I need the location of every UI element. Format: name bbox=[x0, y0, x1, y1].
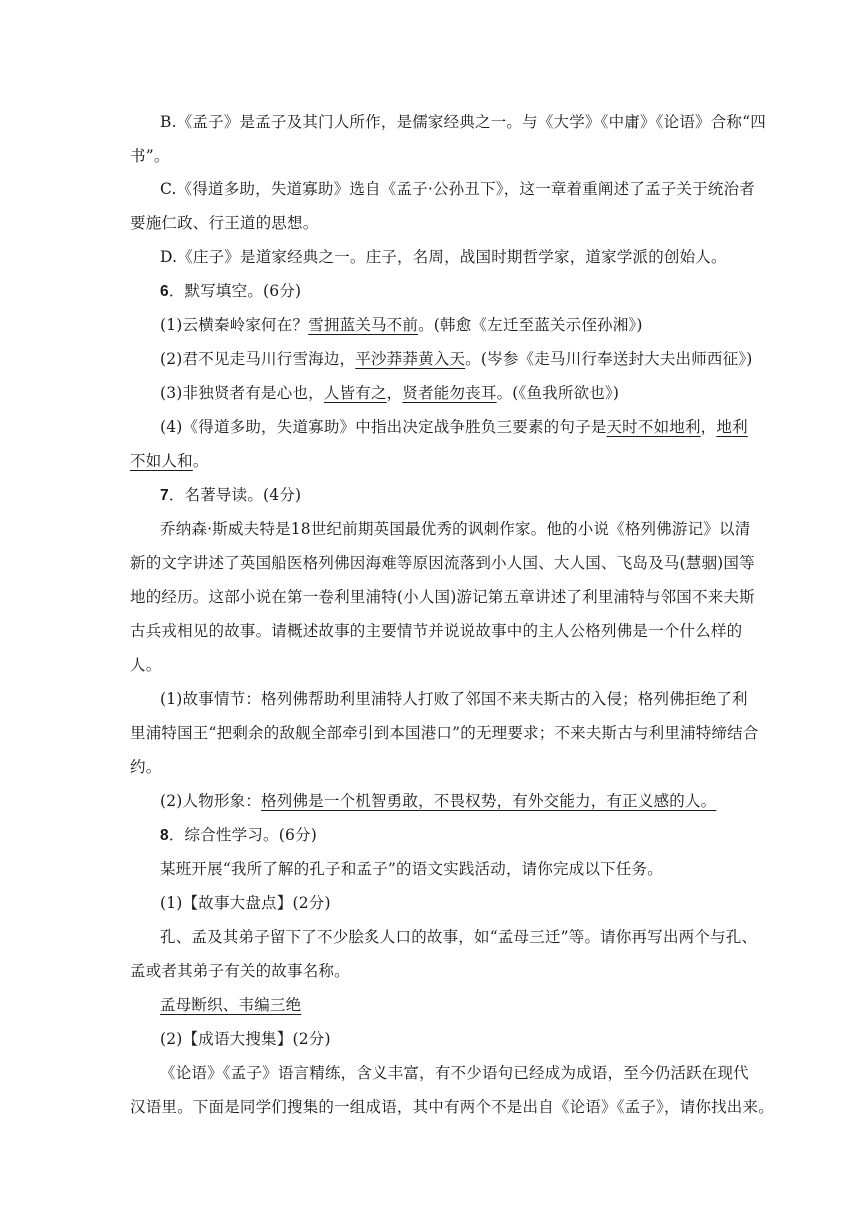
text-segment: 孟或者其弟子有关的故事名称。 bbox=[130, 962, 350, 980]
text-segment: 《论语》《孟子》语言精练，含义丰富，有不少语句已经成为成语，至今仍活跃在现代 bbox=[160, 1064, 749, 1082]
text-line-q7-character-answer bbox=[160, 791, 730, 811]
text-line-q8-intro bbox=[160, 859, 730, 879]
answer-text: 贤者能勿丧耳 bbox=[402, 384, 497, 402]
answer-text: 雪拥蓝关马不前 bbox=[308, 316, 419, 334]
text-line-q6-item-3 bbox=[160, 383, 730, 403]
text-segment: 里浦特国王“把剩余的敌舰全部牵引到本国港口”的无理要求；不来夫斯古与利里浦特缔结合 bbox=[130, 724, 759, 742]
text-segment: (1)云横秦岭家何在？ bbox=[160, 316, 309, 334]
text-segment: D.《庄子》是道家经典之一。庄子，名周，战国时期哲学家，道家学派的创始人。 bbox=[160, 248, 727, 266]
text-segment: 。(韩愈《左迁至蓝关示侄孙湘》) bbox=[418, 316, 643, 334]
text-segment: 古兵戎相见的故事。请概述故事的主要情节并说说故事中的主人公格列佛是一个什么样的 bbox=[130, 622, 743, 640]
text-line-question-7-heading bbox=[160, 485, 730, 506]
text-segment: C.《得道多助，失道寡助》选自《孟子·公孙丑下》，这一章着重阐述了孟子关于统治者 bbox=[160, 180, 755, 198]
answer-text: 天时不如地利 bbox=[606, 418, 701, 436]
text-line-option-b-cont bbox=[130, 146, 730, 166]
text-line-q8-task-1-heading bbox=[160, 893, 730, 913]
text-line-q6-item-2 bbox=[160, 349, 753, 369]
text-segment: (2)君不见走马川行雪海边， bbox=[160, 350, 356, 368]
text-line-q7-paragraph bbox=[130, 655, 730, 675]
text-segment: B.《孟子》是孟子及其门人所作，是儒家经典之一。与《大学》《中庸》《论语》合称“四 bbox=[160, 113, 766, 131]
text-line-option-c-cont bbox=[130, 213, 730, 233]
text-segment: 书”。 bbox=[130, 147, 170, 165]
question-number: 8 bbox=[160, 827, 169, 844]
text-segment: 某班开展“我所了解的孔子和孟子”的语文实践活动，请你完成以下任务。 bbox=[160, 860, 663, 878]
text-segment: 孔、孟及其弟子留下了不少脍炙人口的故事，如“孟母三迁”等。请你再写出两个与孔、 bbox=[160, 928, 758, 946]
answer-text: 不如人和 bbox=[130, 452, 193, 470]
text-line-question-6-heading bbox=[160, 281, 730, 302]
text-line-q7-plot-answer bbox=[160, 689, 748, 709]
text-line-option-b bbox=[160, 112, 766, 132]
text-segment: (4)《得道多助，失道寡助》中指出决定战争胜负三要素的句子是 bbox=[160, 418, 607, 436]
text-line-q6-item-4 bbox=[160, 417, 748, 437]
text-line-q7-paragraph bbox=[130, 621, 743, 641]
text-line-q6-item-4-cont bbox=[130, 451, 730, 471]
text-line-q7-paragraph bbox=[130, 553, 755, 573]
answer-text: 人皆有之 bbox=[323, 384, 387, 402]
answer-text: 平沙莽莽黄入天 bbox=[355, 350, 466, 368]
text-line-q6-item-1 bbox=[160, 315, 730, 335]
question-number: 7 bbox=[160, 487, 169, 504]
text-line-q8-task-1-answer bbox=[160, 995, 730, 1015]
text-line-question-8-heading bbox=[160, 825, 730, 846]
text-line-q8-task-2-text bbox=[130, 1097, 774, 1117]
text-segment: ．默写填空。(6分) bbox=[168, 282, 302, 300]
text-segment: 。(岑参《走马川行奉送封大夫出师西征》) bbox=[465, 350, 753, 368]
text-segment: (2)【成语大搜集】(2分) bbox=[160, 1030, 331, 1048]
text-segment: 。 bbox=[192, 452, 209, 470]
answer-text: 孟母断织、韦编三绝 bbox=[160, 996, 302, 1014]
text-segment: (3)非独贤者有是心也， bbox=[160, 384, 324, 402]
answer-text: 地利 bbox=[716, 418, 748, 436]
text-line-q7-paragraph bbox=[160, 519, 751, 539]
text-line-q8-task-1-text bbox=[130, 961, 730, 981]
text-line-option-d bbox=[160, 247, 730, 267]
text-segment: (2)人物形象： bbox=[160, 792, 262, 810]
text-line-q7-plot-answer bbox=[130, 723, 759, 743]
text-segment: 人。 bbox=[130, 656, 162, 674]
text-segment: 汉语里。下面是同学们搜集的一组成语，其中有两个不是出自《论语》《孟子》，请你找出来。 bbox=[130, 1098, 774, 1116]
text-line-option-c bbox=[160, 179, 755, 199]
text-segment: ．综合性学习。(6分) bbox=[168, 826, 317, 844]
question-number: 6 bbox=[160, 283, 169, 300]
text-segment: 乔纳森·斯威夫特是18世纪前期英国最优秀的讽刺作家。他的小说《格列佛游记》以清 bbox=[160, 520, 751, 538]
text-segment: 地的经历。这部小说在第一卷利里浦特(小人国)游记第五章讲述了利里浦特与邻国不来夫斯 bbox=[130, 588, 755, 606]
text-segment: ， bbox=[386, 384, 403, 402]
answer-text: 格列佛是一个机智勇敢，不畏权势，有外交能力，有正义感的人。 bbox=[261, 792, 717, 810]
text-segment: ， bbox=[700, 418, 717, 436]
text-line-q8-task-2-heading bbox=[160, 1029, 730, 1049]
text-line-q7-paragraph bbox=[130, 587, 755, 607]
text-line-q7-plot-answer bbox=[130, 757, 730, 777]
text-segment: ．名著导读。(4分) bbox=[168, 486, 302, 504]
text-segment: 要施仁政、行王道的思想。 bbox=[130, 214, 319, 232]
text-segment: 约。 bbox=[130, 758, 162, 776]
text-line-q8-task-2-text bbox=[160, 1063, 749, 1083]
text-segment: 。(《鱼我所欲也》) bbox=[496, 384, 620, 402]
text-line-q8-task-1-text bbox=[160, 927, 758, 947]
text-segment: 新的文字讲述了英国船医格列佛因海难等原因流落到小人国、大人国、飞岛及马(慧骃)国等 bbox=[130, 554, 755, 572]
text-segment: (1)【故事大盘点】(2分) bbox=[160, 894, 331, 912]
text-segment: (1)故事情节：格列佛帮助利里浦特人打败了邻国不来夫斯古的入侵；格列佛拒绝了利 bbox=[160, 690, 748, 708]
